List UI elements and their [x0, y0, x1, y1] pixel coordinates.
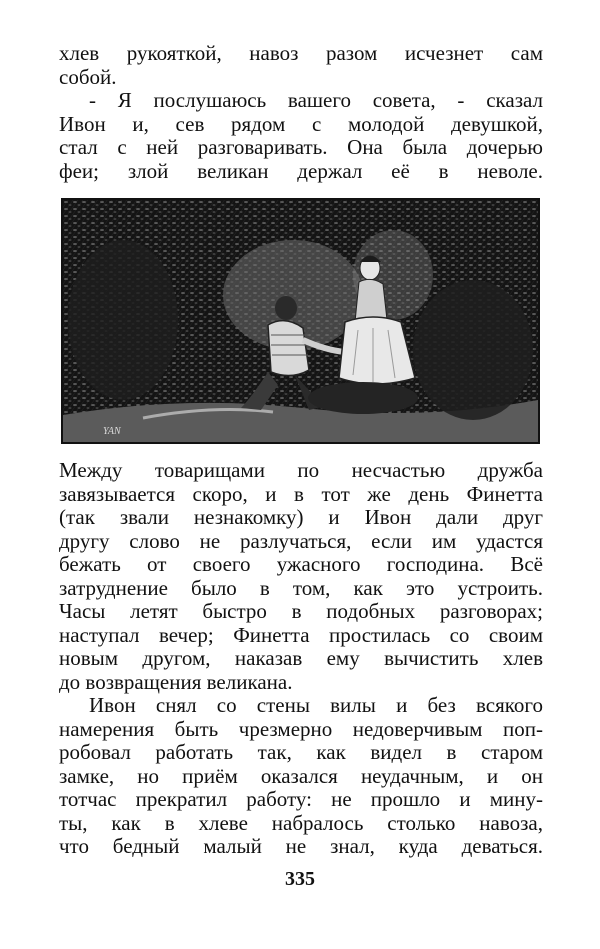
text-line: до возвращения великана. [59, 669, 293, 694]
text-line: стал с ней разговаривать. Она была дочерью [59, 135, 543, 159]
text-line: Часы летят быстро в подобных разговорах; [59, 599, 543, 623]
text-line: затруднение было в том, как это устроить. [59, 575, 543, 600]
text-line: хлев рукояткой, навоз разом исчезнет сам [59, 41, 543, 65]
illustration-artwork [63, 200, 538, 442]
text-line: намерения быть чрезмерно недоверчивым поп- [59, 716, 543, 741]
page-number: 335 [285, 868, 315, 890]
text-line: завязывается скоро, и в тот же день Финетта [59, 481, 543, 506]
text-line: собой. [59, 64, 117, 89]
text-line: тотчас прекратил работу: не прошло и мину- [59, 787, 543, 811]
text-line: новым другом, наказав ему вычистить хлев [59, 646, 543, 670]
engraving-illustration [61, 198, 540, 444]
paragraph-block-bottom [59, 459, 543, 859]
text-line: наступал вечер; Финетта простилась со своим [59, 622, 543, 647]
paragraph-block-top [59, 42, 543, 183]
text-line: другу слово не разлучаться, если им удастся [59, 528, 543, 553]
text-line: Ивон снял со стены вилы и без всякого [89, 693, 543, 717]
text-line: (так звали незнакомку) и Ивон дали друг [59, 505, 543, 529]
text-line: бежать от своего ужасного господина. Всё [59, 552, 543, 576]
text-line: Между товарищами по несчастью дружба [59, 458, 543, 482]
artist-signature: YAN [103, 426, 121, 437]
text-line: робовал работать так, как видел в старом [59, 740, 543, 764]
text-line: что бедный малый не знал, куда деваться. [59, 834, 543, 858]
text-line: ты, как в хлеве набралось столько навоза, [59, 810, 543, 835]
text-line: Ивон и, сев рядом с молодой девушкой, [59, 111, 543, 136]
text-line: феи; злой великан держал её в неволе. [59, 158, 543, 183]
text-line: - Я послушаюсь вашего совета, - сказал [89, 88, 543, 112]
text-line: замке, но приём оказался неудачным, и он [59, 763, 543, 788]
